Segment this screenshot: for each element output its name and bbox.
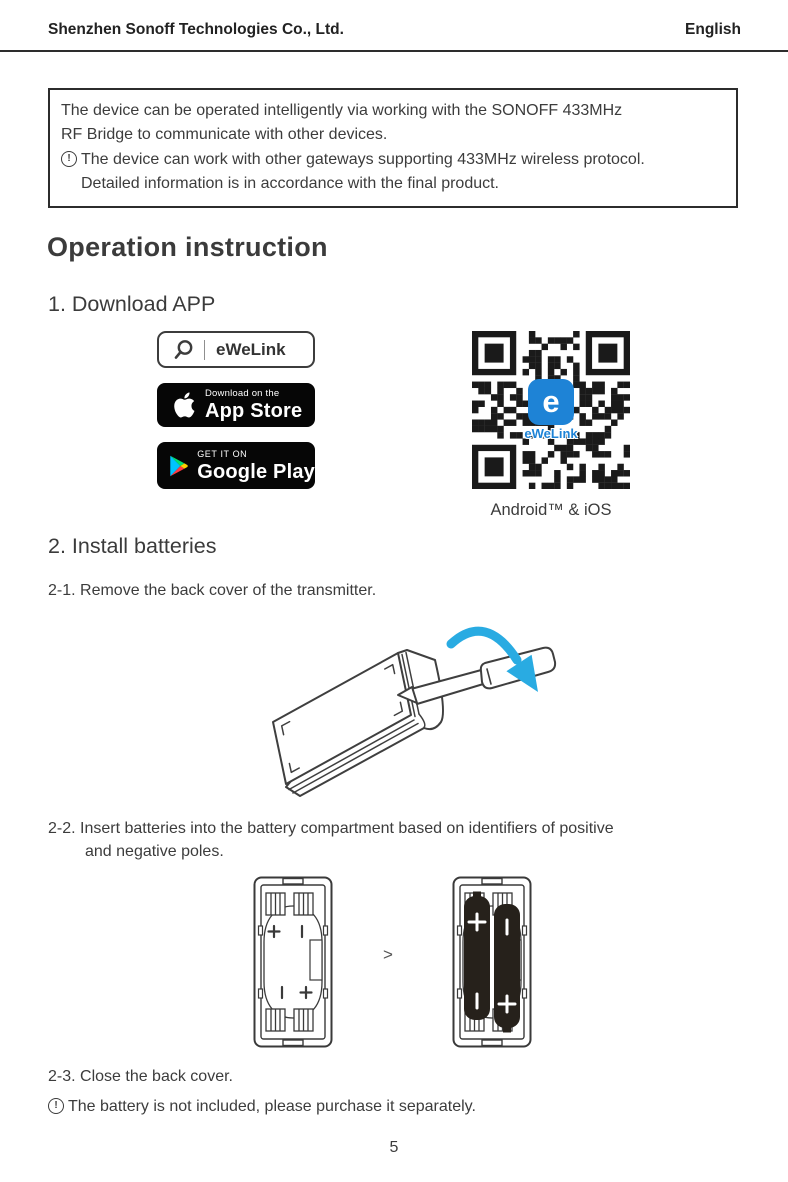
apple-icon [170, 390, 196, 420]
ewelink-qr-logo [472, 331, 630, 489]
ewelink-search-box [157, 331, 315, 368]
app-store-badge [157, 383, 315, 427]
app-store-name: App Store [205, 400, 303, 423]
qr-code [472, 331, 630, 489]
before-after-symbol: > [383, 945, 393, 964]
step-2-2-line1: 2-2. Insert batteries into the battery compartment based on identifiers of positive [48, 820, 614, 837]
qr-caption: Android™ & iOS [490, 501, 612, 519]
google-play-badge-text [197, 450, 315, 482]
page-number: 5 [389, 1139, 399, 1156]
google-play-name: Google Play [197, 460, 315, 483]
google-play-badge [157, 442, 315, 489]
ewelink-app-icon-label: eWeLink [524, 426, 578, 441]
battery-note-text: The battery is not included, please purchase it separately. [68, 1098, 476, 1115]
notice-line1: The device can be operated intelligently via working with the SONOFF 433MHz [61, 102, 623, 119]
battery-note [48, 1095, 476, 1118]
info-icon: ! [61, 151, 77, 167]
notice-note-line2: Detailed information is in accordance with the final product. [81, 174, 499, 192]
heading-install-batteries: 2. Install batteries [48, 534, 217, 558]
notice-line2: RF Bridge to communicate with other devices. [61, 125, 388, 143]
app-store-badge-text [205, 389, 302, 422]
ewelink-app-icon-letter: e [542, 384, 560, 419]
page-header [48, 21, 741, 39]
google-play-tagline: GET IT ON [197, 448, 248, 459]
google-play-icon [169, 453, 188, 479]
search-icon [172, 339, 194, 361]
step-2-2-text [48, 817, 614, 863]
battery-compartment-empty [253, 876, 333, 1048]
info-icon: ! [48, 1098, 64, 1114]
battery-compartment-full [452, 876, 532, 1048]
ewelink-app-icon [528, 379, 574, 425]
step-2-3-text: 2-3. Close the back cover. [48, 1068, 233, 1085]
header-divider [0, 50, 788, 52]
heading-download-app: 1. Download APP [48, 292, 216, 316]
notice-note-line1: The device can work with other gateways supporting 433MHz wireless protocol. [81, 151, 645, 168]
step-2-2-line2: and negative poles. [85, 843, 224, 860]
notice-note [61, 148, 725, 195]
step-2-1-text: 2-1. Remove the back cover of the transmitter. [48, 582, 377, 599]
notice-note-text [81, 148, 645, 195]
section-title-operation: Operation instruction [47, 232, 328, 262]
notice-box [48, 88, 738, 208]
app-store-tagline: Download on the [205, 387, 280, 399]
ewelink-search-label: eWeLink [216, 339, 286, 359]
language-label: English [685, 21, 741, 38]
search-divider [204, 340, 205, 360]
company-name: Shenzhen Sonoff Technologies Co., Ltd. [48, 21, 344, 38]
remove-cover-illustration [248, 610, 568, 800]
